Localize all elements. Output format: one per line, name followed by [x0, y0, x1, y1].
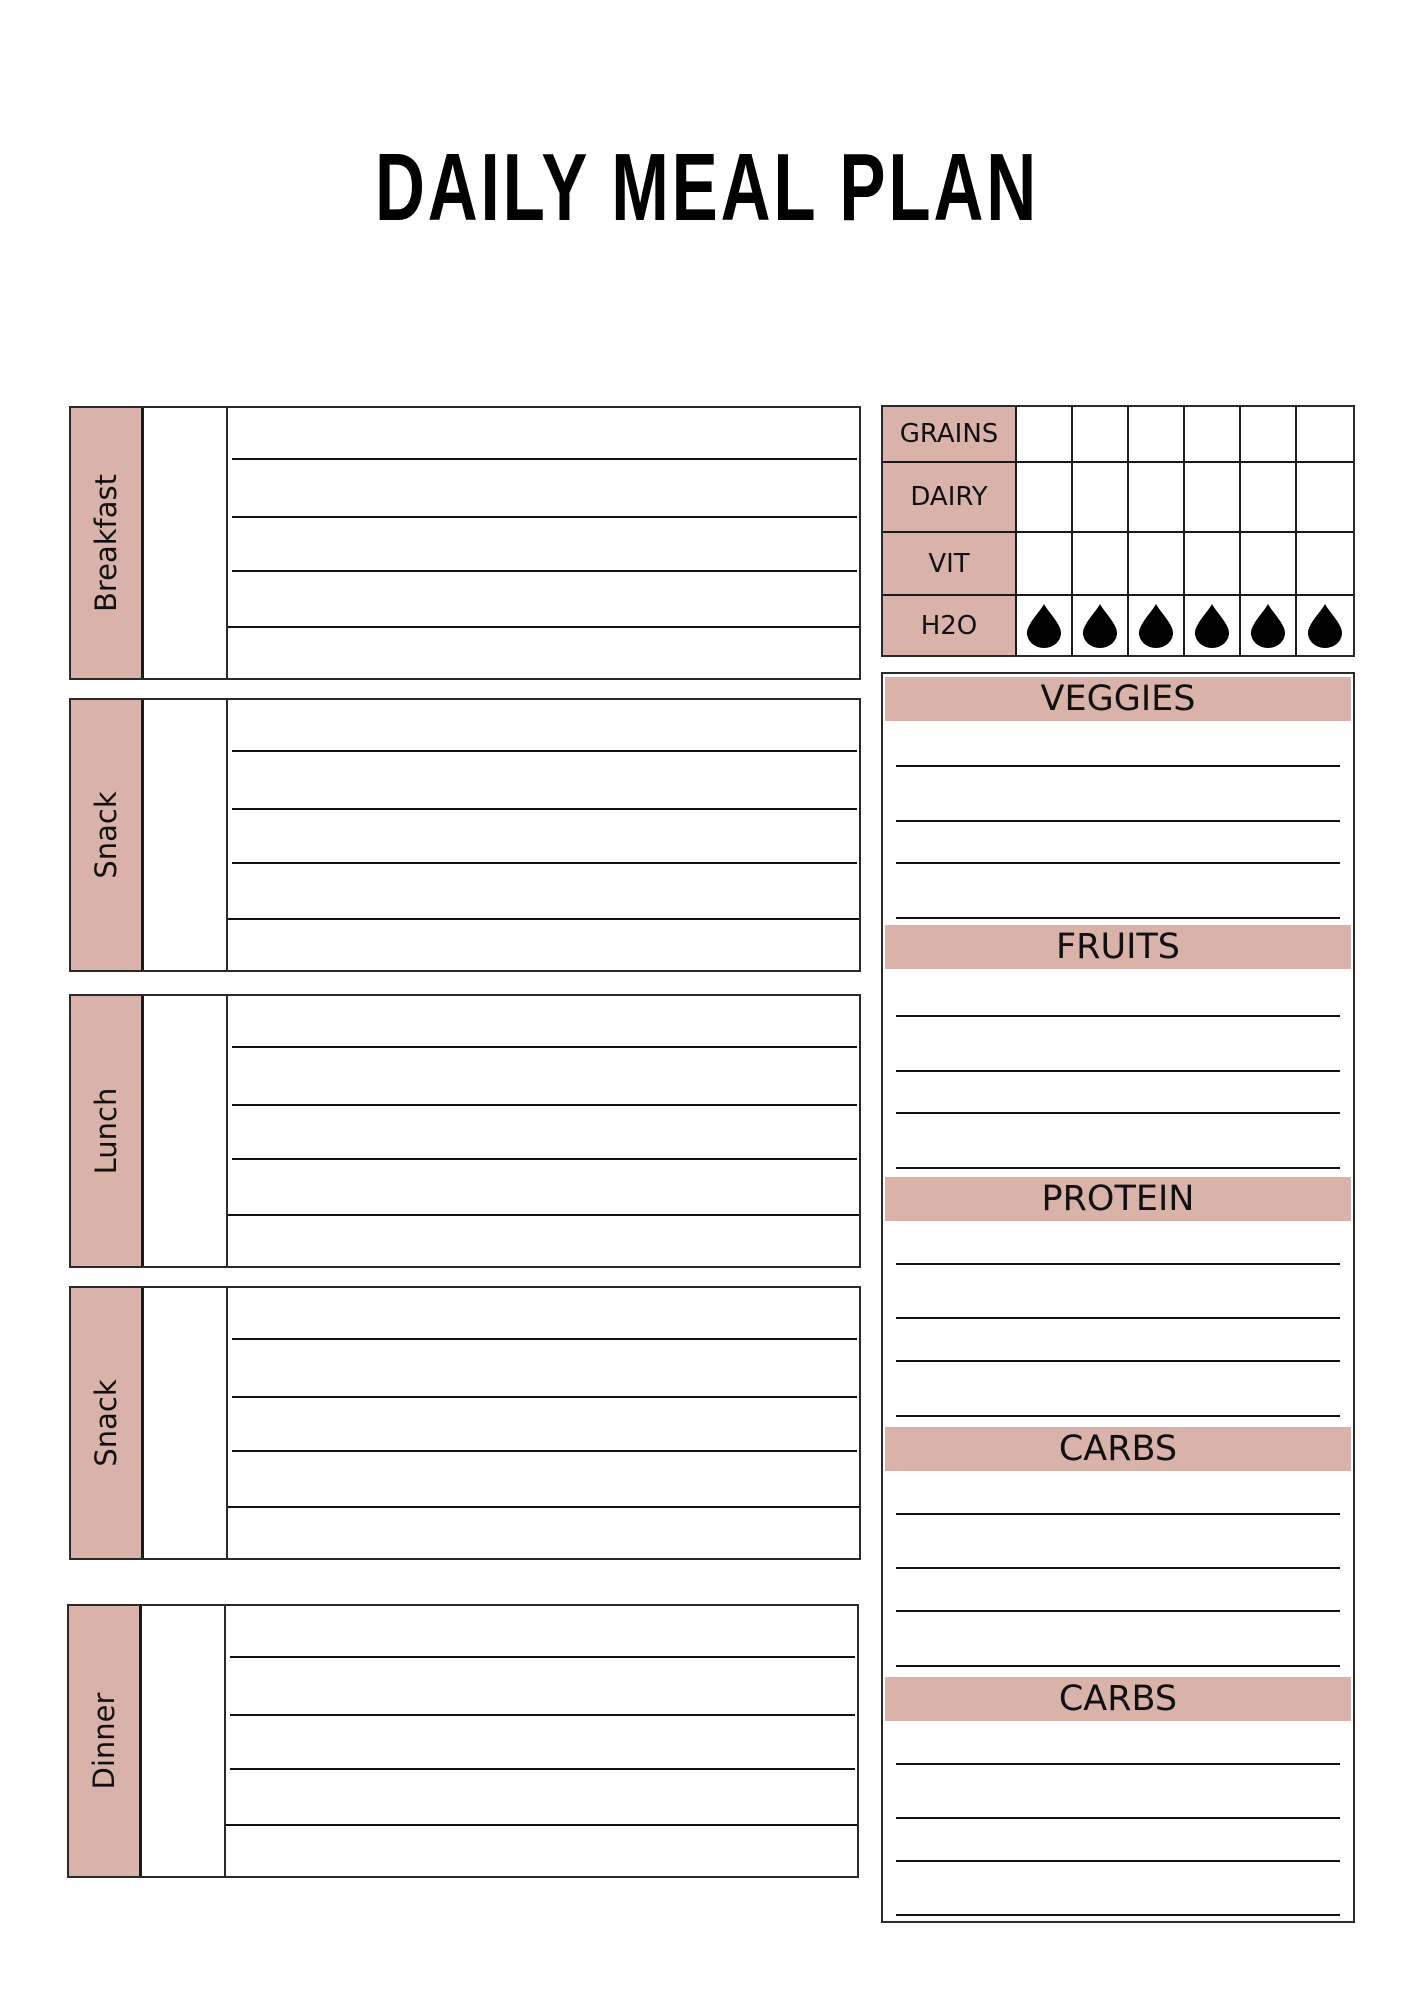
entry-line[interactable] [896, 1914, 1340, 1916]
tracker-checkbox[interactable] [1241, 533, 1297, 596]
meal-entry-area[interactable] [228, 700, 859, 970]
food-groups-panel [881, 672, 1355, 1923]
entry-line[interactable] [232, 1104, 857, 1106]
water-drop-icon [1195, 604, 1229, 648]
tracker-checkbox[interactable] [1017, 407, 1073, 463]
tracker-checkbox[interactable] [1297, 407, 1353, 463]
tracker-checkbox[interactable] [1185, 407, 1241, 463]
entry-line[interactable] [232, 1338, 857, 1340]
meal-label-strip [69, 1606, 142, 1876]
entry-line[interactable] [232, 1158, 857, 1160]
entry-line[interactable] [232, 808, 857, 810]
entry-line[interactable] [230, 1656, 855, 1658]
meal-time-field[interactable] [147, 1288, 228, 1558]
meal-entry-area[interactable] [228, 1288, 859, 1558]
water-drop-icon [1251, 604, 1285, 648]
water-cell[interactable] [1297, 596, 1353, 655]
food-group-header: FRUITS [885, 925, 1351, 969]
water-cell[interactable] [1185, 596, 1241, 655]
page-title: DAILY MEAL PLAN [374, 134, 1040, 241]
entry-line[interactable] [896, 1513, 1340, 1515]
food-group-carbs-1 [883, 1424, 1353, 1672]
entry-line[interactable] [230, 1714, 855, 1716]
meal-label: Snack [89, 791, 123, 879]
food-group-header: CARBS [885, 1677, 1351, 1721]
water-cell[interactable] [1241, 596, 1297, 655]
meal-label-strip [71, 996, 144, 1266]
entry-line[interactable] [896, 765, 1340, 767]
food-group-carbs-2 [883, 1674, 1353, 1922]
entry-line[interactable] [232, 1396, 857, 1398]
entry-line[interactable] [896, 862, 1340, 864]
entry-line[interactable] [232, 862, 857, 864]
tracker-checkbox[interactable] [1073, 463, 1129, 533]
food-group-fruits [883, 922, 1353, 1170]
meal-label: Breakfast [89, 473, 123, 613]
tracker-checkbox[interactable] [1129, 407, 1185, 463]
meal-entry-area[interactable] [228, 408, 859, 678]
food-group-header: CARBS [885, 1427, 1351, 1471]
entry-line[interactable] [896, 1360, 1340, 1362]
entry-line[interactable] [232, 1046, 857, 1048]
servings-tracker [881, 405, 1355, 657]
entry-line[interactable] [896, 1317, 1340, 1319]
tracker-checkbox[interactable] [1297, 463, 1353, 533]
meal-label: Lunch [89, 1087, 123, 1175]
water-cell[interactable] [1017, 596, 1073, 655]
water-cell[interactable] [1129, 596, 1185, 655]
tracker-checkbox[interactable] [1129, 463, 1185, 533]
meal-block-snack-1 [69, 698, 861, 972]
entry-line[interactable] [228, 626, 859, 628]
tracker-checkbox[interactable] [1185, 533, 1241, 596]
entry-line[interactable] [232, 750, 857, 752]
meal-block-snack-2 [69, 1286, 861, 1560]
entry-line[interactable] [896, 917, 1340, 919]
entry-line[interactable] [896, 1665, 1340, 1667]
meal-block-breakfast [69, 406, 861, 680]
tracker-checkbox[interactable] [1241, 463, 1297, 533]
entry-line[interactable] [228, 1506, 859, 1508]
meal-time-field[interactable] [147, 700, 228, 970]
water-drop-icon [1139, 604, 1173, 648]
entry-line[interactable] [896, 1015, 1340, 1017]
entry-line[interactable] [232, 516, 857, 518]
entry-line[interactable] [228, 918, 859, 920]
entry-line[interactable] [230, 1768, 855, 1770]
entry-line[interactable] [896, 1817, 1340, 1819]
meal-block-dinner [67, 1604, 859, 1878]
tracker-label-grains: GRAINS [883, 407, 1017, 463]
water-drop-icon [1027, 604, 1061, 648]
food-group-veggies [883, 674, 1353, 922]
meal-label-strip [71, 1288, 144, 1558]
water-drop-icon [1083, 604, 1117, 648]
entry-line[interactable] [896, 1263, 1340, 1265]
water-drop-icon [1308, 604, 1342, 648]
entry-line[interactable] [896, 1763, 1340, 1765]
meal-entry-area[interactable] [228, 996, 859, 1266]
entry-line[interactable] [896, 1567, 1340, 1569]
tracker-label-vit: VIT [883, 533, 1017, 596]
meal-time-field[interactable] [145, 1606, 226, 1876]
entry-line[interactable] [896, 1167, 1340, 1169]
entry-line[interactable] [896, 820, 1340, 822]
entry-line[interactable] [228, 1214, 859, 1216]
entry-line[interactable] [232, 1450, 857, 1452]
tracker-checkbox[interactable] [1073, 407, 1129, 463]
entry-line[interactable] [896, 1070, 1340, 1072]
entry-line[interactable] [896, 1415, 1340, 1417]
entry-line[interactable] [226, 1824, 857, 1826]
meal-label: Snack [89, 1379, 123, 1467]
entry-line[interactable] [896, 1610, 1340, 1612]
meal-entry-area[interactable] [226, 1606, 857, 1876]
tracker-checkbox[interactable] [1129, 533, 1185, 596]
meal-block-lunch [69, 994, 861, 1268]
tracker-checkbox[interactable] [1073, 533, 1129, 596]
tracker-label-dairy: DAIRY [883, 463, 1017, 533]
tracker-checkbox[interactable] [1241, 407, 1297, 463]
meal-label: Dinner [87, 1692, 121, 1790]
meal-label-strip [71, 408, 144, 678]
water-cell[interactable] [1073, 596, 1129, 655]
tracker-checkbox[interactable] [1185, 463, 1241, 533]
tracker-checkbox[interactable] [1017, 533, 1073, 596]
entry-line[interactable] [232, 570, 857, 572]
tracker-checkbox[interactable] [1297, 533, 1353, 596]
entry-line[interactable] [896, 1112, 1340, 1114]
entry-line[interactable] [232, 458, 857, 460]
tracker-label-h2o: H2O [883, 596, 1017, 655]
meal-label-strip [71, 700, 144, 970]
food-group-protein [883, 1174, 1353, 1422]
entry-line[interactable] [896, 1860, 1340, 1862]
tracker-checkbox[interactable] [1017, 463, 1073, 533]
food-group-header: VEGGIES [885, 677, 1351, 721]
food-group-header: PROTEIN [885, 1177, 1351, 1221]
meal-time-field[interactable] [147, 996, 228, 1266]
meal-time-field[interactable] [147, 408, 228, 678]
